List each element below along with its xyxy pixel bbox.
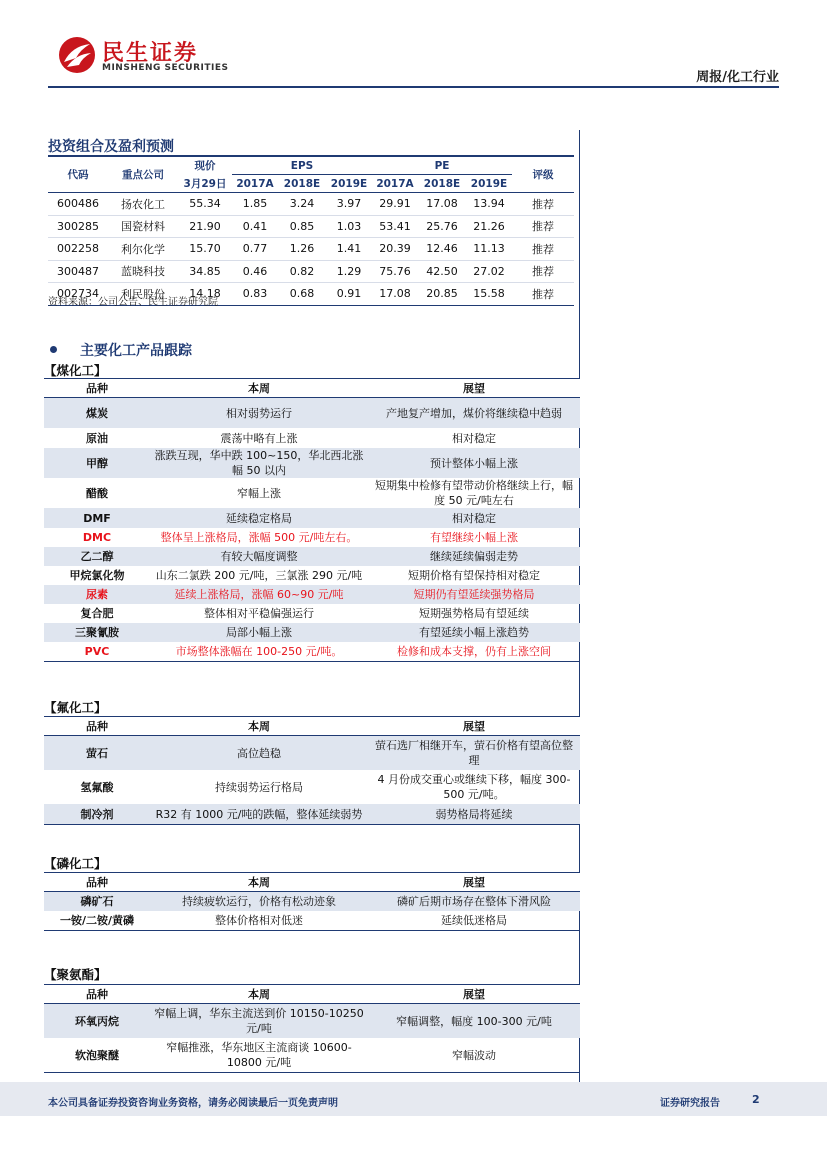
col-product: 品种 [44, 873, 150, 892]
col-year: 2017A [232, 175, 278, 193]
outlook-text: 4 月份成交重心或继续下移，幅度 300-500 元/吨。 [377, 773, 571, 801]
product-name: 复合肥 [80, 607, 114, 620]
header-divider [48, 86, 779, 88]
page-number: 2 [752, 1093, 760, 1106]
this-week-text: 山东二氯跌 200 元/吨，三氯涨 290 元/吨 [155, 569, 363, 582]
product-name: DMC [82, 531, 112, 544]
product-name: 三聚氰胺 [44, 623, 150, 642]
col-product: 品种 [44, 379, 150, 398]
col-company: 重点公司 [108, 156, 178, 193]
outlook-text: 延续低迷格局 [368, 911, 580, 931]
this-week-text: R32 有 1000 元/吨的跌幅，整体延续弱势 [150, 804, 368, 825]
document-type: 周报/化工行业 [696, 70, 779, 85]
pe-value: 12.46 [418, 238, 466, 261]
col-outlook: 展望 [368, 873, 580, 892]
table-row [44, 623, 580, 642]
table-row [44, 804, 580, 825]
outlook-text: 相对稳定 [368, 508, 580, 528]
table-row [44, 604, 580, 623]
company-name: 扬农化工 [108, 193, 178, 216]
col-outlook: 展望 [368, 717, 580, 736]
product-name: 甲烷氯化物 [69, 569, 125, 582]
rating: 推荐 [512, 193, 574, 216]
this-week-text: 震荡中略有上涨 [220, 431, 298, 445]
this-week-text: 有较大幅度调整 [150, 547, 368, 566]
eps-value: 0.77 [232, 238, 278, 261]
outlook-text: 萤石选厂相继开车，萤石价格有望高位整理 [368, 736, 580, 771]
col-product: 品种 [44, 717, 150, 736]
stock-code: 002734 [48, 283, 108, 306]
table-row [44, 736, 580, 771]
table-row [44, 508, 580, 528]
stock-code: 600486 [48, 193, 108, 216]
price: 55.34 [178, 193, 232, 216]
company-name: 利民股份 [108, 283, 178, 306]
company-name: 国瓷材料 [108, 215, 178, 238]
this-week-text: 窄幅上调，华东主流送到价 10150-10250 元/吨 [150, 1004, 368, 1039]
fluorine-table [44, 716, 580, 825]
coal-table [44, 378, 580, 662]
fluorine-title: 【氟化工】 [44, 700, 107, 715]
eps-value: 1.26 [278, 238, 326, 261]
this-week-text: 延续稳定格局 [150, 508, 368, 528]
table-row [44, 585, 580, 604]
portfolio-table [48, 155, 574, 306]
product-name: 甲醇 [44, 448, 150, 478]
col-outlook: 展望 [368, 379, 580, 398]
pe-value: 53.41 [372, 215, 418, 238]
col-this-week: 本周 [150, 717, 368, 736]
pe-value: 21.26 [466, 215, 512, 238]
stock-code: 300285 [48, 215, 108, 238]
pe-value: 17.08 [418, 193, 466, 216]
pe-value: 75.76 [372, 260, 418, 283]
product-name: 原油 [86, 431, 108, 445]
col-this-week: 本周 [150, 873, 368, 892]
product-name: 煤炭 [44, 398, 150, 429]
rating: 推荐 [512, 215, 574, 238]
outlook-text: 产地复产增加，煤价将继续稳中趋弱 [368, 398, 580, 429]
outlook-text: 短期价格有望保持相对稳定 [408, 569, 540, 582]
phosphorus-table [44, 872, 580, 931]
table-header [44, 717, 580, 736]
this-week-text: 局部小幅上涨 [150, 623, 368, 642]
price: 34.85 [178, 260, 232, 283]
outlook-text: 有望继续小幅上涨 [430, 531, 518, 544]
table-row [44, 566, 580, 585]
outlook-text: 短期集中检修有望带动价格继续上行，幅度 50 元/吨左右 [375, 479, 573, 507]
price: 21.90 [178, 215, 232, 238]
product-name: 尿素 [44, 585, 150, 604]
product-name: 环氧丙烷 [44, 1004, 150, 1039]
outlook-text: 短期强势格局有望延续 [419, 607, 529, 620]
table-row [44, 428, 580, 448]
table-row [44, 770, 580, 804]
this-week-text: 持续疲软运行，价格有松动迹象 [150, 892, 368, 912]
table-row [44, 478, 580, 508]
col-price-date: 3月29日 [178, 175, 232, 193]
this-week-text: 延续上涨格局，涨幅 60~90 元/吨 [150, 585, 368, 604]
table-row [44, 911, 580, 931]
table-row [48, 260, 574, 283]
this-week-text: 涨跌互现，华中跌 100~150，华北西北涨幅 50 以内 [150, 448, 368, 478]
col-outlook: 展望 [368, 985, 580, 1004]
col-year: 2019E [326, 175, 372, 193]
col-year: 2017A [372, 175, 418, 193]
polyurethane-table [44, 984, 580, 1073]
stock-code: 002258 [48, 238, 108, 261]
col-eps: EPS [232, 156, 372, 175]
outlook-text: 相对稳定 [452, 431, 496, 445]
outlook-text: 弱势格局将延续 [368, 804, 580, 825]
footer-report-type: 证券研究报告 [660, 1098, 720, 1109]
logo-icon [58, 36, 96, 74]
pe-value: 42.50 [418, 260, 466, 283]
table-row [44, 1004, 580, 1039]
eps-value: 3.24 [278, 193, 326, 216]
this-week-text: 整体价格相对低迷 [150, 911, 368, 931]
rating: 推荐 [512, 260, 574, 283]
eps-value: 0.68 [278, 283, 326, 306]
table-row [44, 642, 580, 662]
col-price: 现价 [194, 160, 216, 173]
eps-value: 1.41 [326, 238, 372, 261]
table-header [44, 873, 580, 892]
product-name: 醋酸 [86, 486, 108, 500]
pe-value: 20.85 [418, 283, 466, 306]
product-name: 氢氟酸 [80, 780, 114, 794]
table-header [44, 985, 580, 1004]
polyurethane-title: 【聚氨酯】 [44, 967, 107, 982]
outlook-text: 继续延续偏弱走势 [368, 547, 580, 566]
bullet-icon [50, 346, 57, 353]
product-name: 萤石 [44, 736, 150, 771]
col-year: 2018E [418, 175, 466, 193]
eps-value: 1.03 [326, 215, 372, 238]
company-name: 蓝晓科技 [108, 260, 178, 283]
col-pe: PE [372, 156, 512, 175]
section-heading: 主要化工产品跟踪 [80, 343, 192, 359]
stock-code: 300487 [48, 260, 108, 283]
portfolio-title: 投资组合及盈利预测 [48, 139, 174, 155]
eps-value: 0.82 [278, 260, 326, 283]
logo-name-en: MINSHENG SECURITIES [102, 63, 229, 73]
col-this-week: 本周 [150, 985, 368, 1004]
product-name: 磷矿石 [44, 892, 150, 912]
col-year: 2019E [466, 175, 512, 193]
eps-value: 0.46 [232, 260, 278, 283]
col-rating: 评级 [512, 156, 574, 193]
pe-value: 17.08 [372, 283, 418, 306]
col-this-week: 本周 [150, 379, 368, 398]
col-year: 2018E [278, 175, 326, 193]
this-week-text: 窄幅推涨，华东地区主流商谈 10600-10800 元/吨 [150, 1038, 368, 1073]
product-name: 软泡聚醚 [44, 1038, 150, 1073]
product-name: DMF [44, 508, 150, 528]
eps-value: 1.85 [232, 193, 278, 216]
table-row [44, 1038, 580, 1073]
phosphorus-title: 【磷化工】 [44, 856, 107, 871]
company-name: 利尔化学 [108, 238, 178, 261]
pe-value: 29.91 [372, 193, 418, 216]
rating: 推荐 [512, 283, 574, 306]
this-week-text: 窄幅上涨 [237, 486, 281, 500]
pe-value: 13.94 [466, 193, 512, 216]
eps-value: 0.83 [232, 283, 278, 306]
pe-value: 20.39 [372, 238, 418, 261]
table-header [44, 379, 580, 398]
pe-value: 11.13 [466, 238, 512, 261]
this-week-text: 高位趋稳 [150, 736, 368, 771]
this-week-text: 相对弱势运行 [150, 398, 368, 429]
footer-disclaimer: 本公司具备证券投资咨询业务资格，请务必阅读最后一页免责声明 [48, 1098, 338, 1109]
price: 14.18 [178, 283, 232, 306]
price: 15.70 [178, 238, 232, 261]
eps-value: 0.85 [278, 215, 326, 238]
product-name: 一铵/二铵/黄磷 [44, 911, 150, 931]
outlook-text: 有望延续小幅上涨趋势 [368, 623, 580, 642]
eps-value: 0.91 [326, 283, 372, 306]
table-row [48, 193, 574, 216]
outlook-text: 磷矿后期市场存在整体下滑风险 [368, 892, 580, 912]
pe-value: 25.76 [418, 215, 466, 238]
outlook-text: 窄幅调整，幅度 100-300 元/吨 [368, 1004, 580, 1039]
pe-value: 27.02 [466, 260, 512, 283]
this-week-text: 持续弱势运行格局 [215, 780, 303, 794]
table-row [44, 398, 580, 429]
logo-name-cn: 民生证券 [102, 41, 199, 66]
eps-value: 3.97 [326, 193, 372, 216]
rating: 推荐 [512, 238, 574, 261]
outlook-text: 窄幅波动 [368, 1038, 580, 1073]
product-name: 乙二醇 [44, 547, 150, 566]
coal-title: 【煤化工】 [44, 363, 107, 378]
outlook-text: 短期仍有望延续强势格局 [368, 585, 580, 604]
table-row [44, 528, 580, 547]
product-name: 制冷剂 [44, 804, 150, 825]
table-row [44, 547, 580, 566]
outlook-text: 预计整体小幅上涨 [368, 448, 580, 478]
this-week-text: 市场整体涨幅在 100-250 元/吨。 [150, 642, 368, 662]
outlook-text: 检修和成本支撑，仍有上涨空间 [368, 642, 580, 662]
product-name: PVC [44, 642, 150, 662]
eps-value: 1.29 [326, 260, 372, 283]
table-row [44, 892, 580, 912]
col-product: 品种 [44, 985, 150, 1004]
pe-value: 15.58 [466, 283, 512, 306]
this-week-text: 整体相对平稳偏强运行 [204, 607, 314, 620]
this-week-text: 整体呈上涨格局，涨幅 500 元/吨左右。 [160, 531, 358, 544]
table-row [48, 238, 574, 261]
table-row [48, 215, 574, 238]
table-row [44, 448, 580, 478]
col-code: 代码 [48, 156, 108, 193]
source-note: 资料来源：公司公告、民生证券研究院 [48, 297, 218, 308]
eps-value: 0.41 [232, 215, 278, 238]
